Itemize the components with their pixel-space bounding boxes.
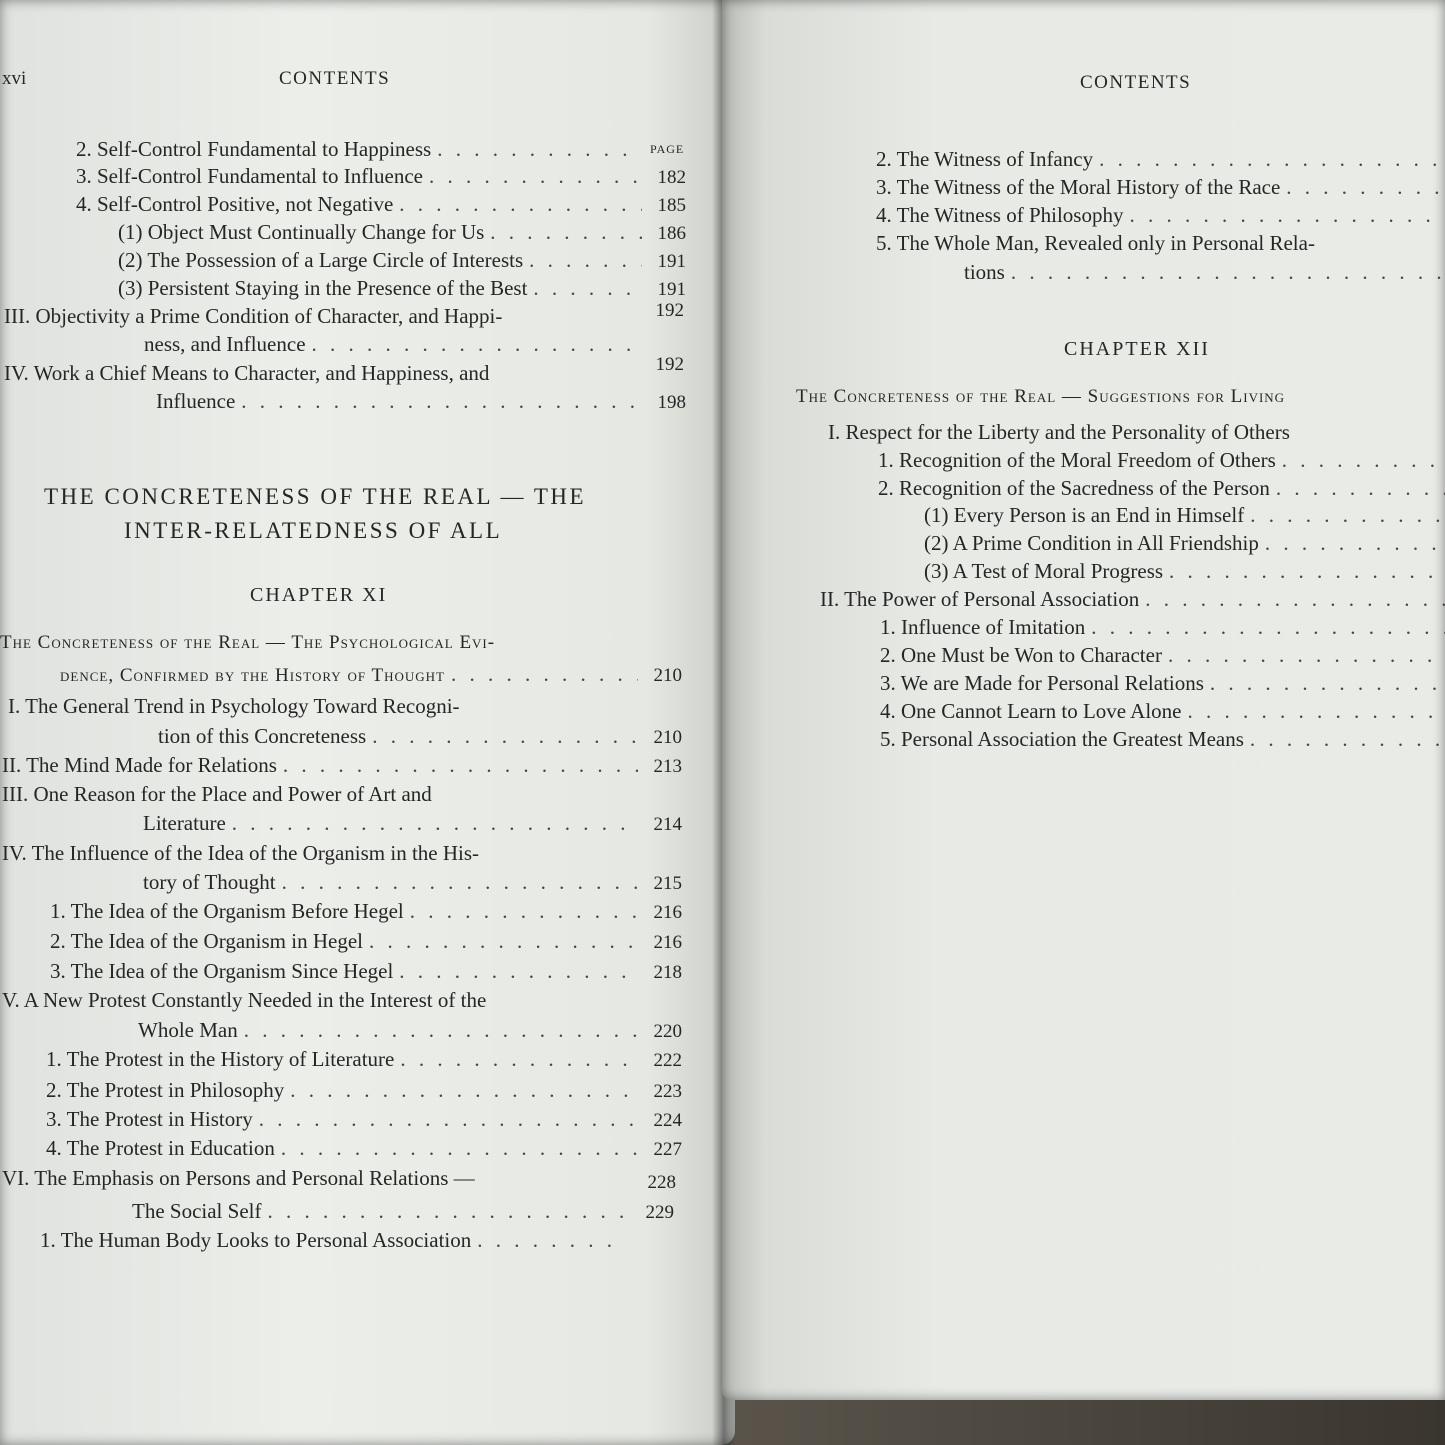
- chapter-title: The Concreteness of the Real — Suggestions for Living: [796, 386, 1286, 407]
- toc-entry: 3. The Witness of the Moral History of the Race . . .: [876, 173, 1445, 201]
- toc-entry: 1. Influence of Imitation . . .: [880, 613, 1445, 641]
- toc-entry: 4. The Protest in Education . . . 227: [46, 1134, 682, 1164]
- toc-entry-line2: tions . . .: [964, 258, 1445, 286]
- toc-entry-line2: tion of this Concreteness . . . 210: [158, 722, 682, 752]
- toc-entry-line1: I. The General Trend in Psychology Toward Recogni-: [8, 694, 460, 718]
- toc-entry: II. The Mind Made for Relations . . . 213: [2, 751, 682, 781]
- toc-entry-line2: Influence . . . 198: [156, 387, 686, 417]
- right-page: [722, 0, 1445, 1400]
- toc-entry: (1) Object Must Continually Change for Us . . . 186: [118, 218, 686, 248]
- toc-entry-line2: ness, and Influence . . .: [144, 330, 644, 358]
- page-folio: xvi: [2, 68, 27, 89]
- toc-entry: II. The Power of Personal Association . . .: [820, 585, 1445, 613]
- toc-entry: (2) A Prime Condition in All Friendship . . .: [924, 529, 1445, 557]
- toc-entry: I. Respect for the Liberty and the Personality of Others: [828, 420, 1290, 444]
- toc-entry-line1: 5. The Whole Man, Revealed only in Personal Rela-: [876, 231, 1315, 255]
- toc-entry: 2. The Witness of Infancy . . .: [876, 145, 1445, 173]
- running-head: CONTENTS: [1080, 72, 1192, 93]
- running-head: CONTENTS: [279, 68, 391, 89]
- chapter-title-line1: The Concreteness of the Real — The Psychological Evi-: [0, 632, 496, 653]
- chapter-title-line2: dence, Confirmed by the History of Thought . . . 210: [60, 660, 682, 690]
- toc-entry: 5. Personal Association the Greatest Means . . .: [880, 725, 1445, 753]
- part-title-line2: INTER-RELATEDNESS OF ALL: [124, 518, 503, 543]
- part-title-line1: THE CONCRETENESS OF THE REAL — THE: [44, 484, 587, 509]
- toc-entry-line2: tory of Thought . . . 215: [143, 868, 682, 898]
- toc-entry: 1. The Human Body Looks to Personal Association . . .: [40, 1226, 626, 1254]
- toc-entry: (1) Every Person is an End in Himself . . .: [924, 501, 1445, 529]
- toc-entry: 3. The Protest in History . . . 224: [46, 1105, 682, 1135]
- toc-entry: 2. The Protest in Philosophy . . . 223: [46, 1076, 682, 1106]
- chapter-heading: CHAPTER XI: [250, 584, 388, 606]
- toc-entry: 2. Self-Control Fundamental to Happiness . . .: [76, 135, 686, 163]
- toc-entry-line1: III. One Reason for the Place and Power of Art and: [2, 782, 432, 806]
- toc-entry: 1. Recognition of the Moral Freedom of Others . . .: [878, 446, 1445, 474]
- toc-entry: 3. Self-Control Fundamental to Influence . . . 182: [76, 162, 686, 192]
- toc-entry-line2: The Social Self . . . 229: [132, 1197, 674, 1227]
- toc-entry: 3. The Idea of the Organism Since Hegel . . . 218: [50, 957, 682, 987]
- toc-entry-line2: Whole Man . . . 220: [138, 1016, 682, 1046]
- toc-entry: 4. The Witness of Philosophy . . .: [876, 201, 1445, 229]
- toc-page-number: 192: [655, 354, 684, 375]
- toc-entry: 1. The Idea of the Organism Before Hegel . . . 216: [50, 897, 682, 927]
- toc-entry-line1: III. Objectivity a Prime Condition of Character, and Happi-: [4, 304, 503, 328]
- toc-entry: 3. We are Made for Personal Relations . . .: [880, 669, 1445, 697]
- toc-entry: (2) The Possession of a Large Circle of Interests . . . 191: [118, 246, 686, 276]
- toc-entry-line1: VI. The Emphasis on Persons and Personal Relations —: [2, 1166, 475, 1190]
- page-column-label: PAGE: [650, 142, 685, 156]
- toc-entry-line1: IV. Work a Chief Means to Character, and Happiness, and: [4, 361, 490, 385]
- toc-entry-line1: V. A New Protest Constantly Needed in the Interest of the: [2, 988, 487, 1012]
- toc-entry-line1: IV. The Influence of the Idea of the Organism in the His-: [2, 841, 480, 865]
- toc-page-number: 228: [647, 1172, 676, 1193]
- toc-entry: 2. The Idea of the Organism in Hegel . . . 216: [50, 927, 682, 957]
- toc-entry: 4. Self-Control Positive, not Negative . . . 185: [76, 190, 686, 220]
- toc-entry: (3) Persistent Staying in the Presence of the Best . . . 191: [118, 274, 686, 304]
- chapter-heading: CHAPTER XII: [1064, 338, 1210, 360]
- toc-entry: 2. One Must be Won to Character . . .: [880, 641, 1445, 669]
- toc-entry: 4. One Cannot Learn to Love Alone . . .: [880, 697, 1445, 725]
- toc-entry: 1. The Protest in the History of Literature . . . 222: [46, 1045, 682, 1075]
- toc-entry-line2: Literature . . . 214: [143, 809, 682, 839]
- toc-page-number: 192: [655, 300, 684, 321]
- toc-entry: (3) A Test of Moral Progress . . .: [924, 557, 1445, 585]
- toc-entry: 2. Recognition of the Sacredness of the Person . . .: [878, 474, 1445, 502]
